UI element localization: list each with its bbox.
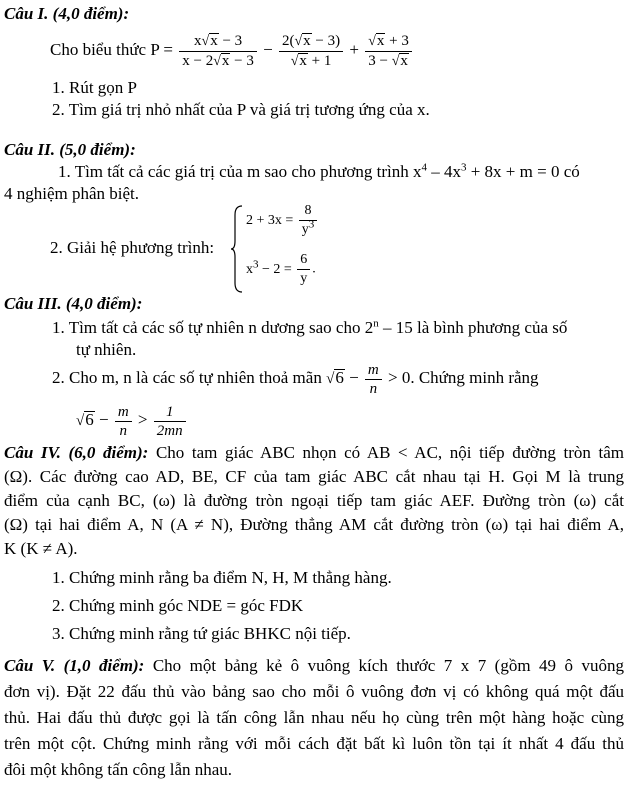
q4-line-2: (Ω). Các đường cao AD, BE, CF của tam giác ABC cắt nhau tại H. Gọi M là trung xyxy=(4,467,624,486)
q5-line-2: đơn vị). Đặt 22 đấu thủ vào bảng sao cho mỗi ô vuông đơn vị có không quá một đấu xyxy=(4,682,624,701)
q1-intro: Cho biểu thức P = xyxy=(50,40,174,59)
q3-item-1-cont: tự nhiên. xyxy=(76,340,137,359)
q1-title: Câu I. (4,0 điểm): xyxy=(4,4,130,23)
q5-line-1: Câu V. (1,0 điểm): Cho một bảng kẻ ô vuông kích thước 7 x 7 (gồm 49 ô vuông xyxy=(4,656,624,675)
q4-item-1: 1. Chứng minh rằng ba điểm N, H, M thẳng hàng. xyxy=(52,568,392,587)
q2-item-2: 2. Giải hệ phương trình: xyxy=(50,238,215,257)
q4-item-3: 3. Chứng minh rằng tứ giác BHKC nội tiếp. xyxy=(52,624,351,643)
q5-title: Câu V. (1,0 điểm): xyxy=(4,656,145,675)
q4-line-1: Câu IV. (6,0 điểm): Cho tam giác ABC nhọn có AB < AC, nội tiếp đường tròn tâm xyxy=(4,443,624,462)
q4-line-4: (Ω) tại hai điểm A, N (A ≠ N), Đường thẳng AM cắt đường tròn (ω) tại hai điểm A, xyxy=(4,515,624,534)
q1-item-1: 1. Rút gọn P xyxy=(52,78,138,97)
q3-title: Câu III. (4,0 điểm): xyxy=(4,294,143,313)
q4-line-3: điểm của cạnh BC, (ω) là đường tròn ngoại tiếp tam giác AEF. Đường tròn (ω) cắt xyxy=(4,491,624,510)
system-equation-2: $x^3 - 2$ = $\frac{6}{y}$ . xyxy=(246,252,316,286)
q4-title: Câu IV. (6,0 điểm): xyxy=(4,443,149,462)
q4-item-2: 2. Chứng minh góc NDE = góc FDK xyxy=(52,596,304,615)
q2-item-1: 1. Tìm tất cả các giá trị của m sao cho phương trình $x^4 - 4x^3 + 8x + m = 0$ có xyxy=(58,161,580,181)
q1-fraction-1: $\frac{x√x - 3}{x - 2√x - 3}$ xyxy=(179,33,257,70)
q5-line-3: thủ. Hai đấu thủ được gọi là tấn công lẫn nhau nếu họ cùng trên một hàng hoặc cùng xyxy=(4,708,624,727)
system-brace xyxy=(230,205,244,293)
q2-title: Câu II. (5,0 điểm): xyxy=(4,140,136,159)
q1-expression: Cho biểu thức P = $\frac{x√x - 3}{x - 2√x - 3}$ − $\frac{2(√x - 3)}{√x + 1}$ + $\frac{√x + 3}{3 - √x}$ xyxy=(50,32,414,70)
q5-line-5: đôi một không tấn công lẫn nhau. xyxy=(4,760,233,779)
q5-line-4: trên một cột. Chứng minh rằng với mỗi cách đặt bất kì luôn tồn tại ít nhất 4 đấu thủ xyxy=(4,734,624,753)
q3-item-2: 2. Cho m, n là các số tự nhiên thoả mãn √6 − $\frac{m}{n}$ > 0. Chứng minh rằng xyxy=(52,361,539,397)
q2-item-1-cont: 4 nghiệm phân biệt. xyxy=(4,184,140,203)
system-equation-1: 2 + 3x = $\frac{8}{y^3}$ xyxy=(246,203,319,238)
q3-item-1: 1. Tìm tất cả các số tự nhiên n dương sao cho 2$^n$ – 15 là bình phương của số xyxy=(52,317,568,337)
q3-inequality: √6 − $\frac{m}{n}$ > $\frac{1}{2mn}$ xyxy=(76,402,188,439)
q1-fraction-2: $\frac{2(√x - 3)}{√x + 1}$ xyxy=(279,33,343,70)
q1-fraction-3: $\frac{√x + 3}{3 - √x}$ xyxy=(365,33,412,70)
q4-line-5: K (K ≠ A). xyxy=(4,539,78,558)
q1-item-2: 2. Tìm giá trị nhỏ nhất của P và giá trị tương ứng của x. xyxy=(52,100,430,119)
